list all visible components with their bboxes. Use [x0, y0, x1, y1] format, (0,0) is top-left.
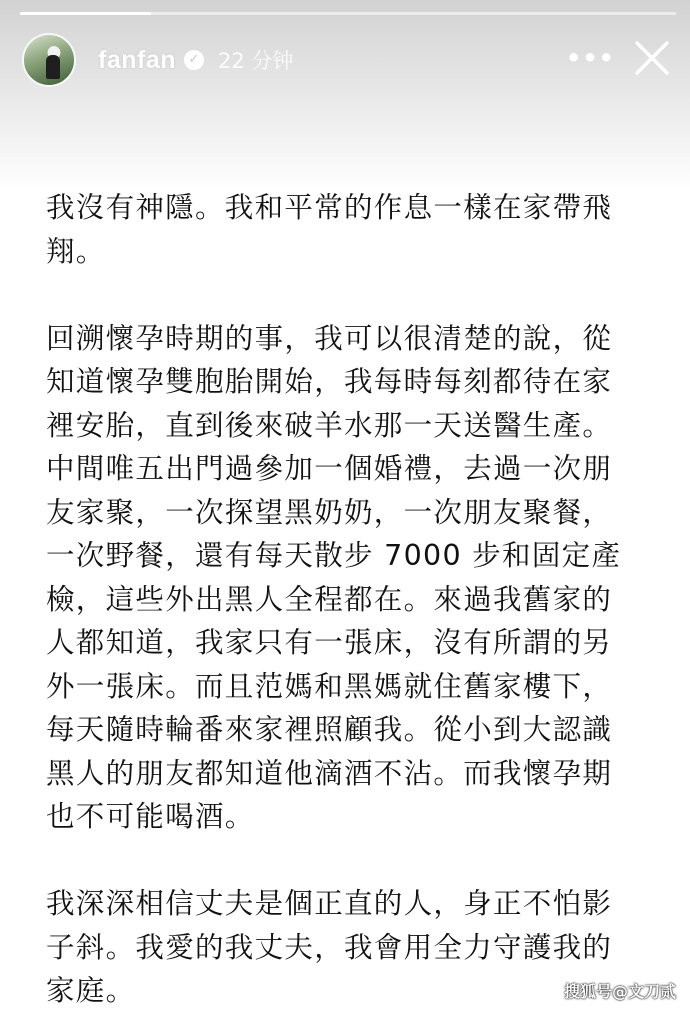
post-text: [46, 186, 656, 1014]
story-progress-bar: [20, 12, 676, 15]
story-header-gradient: [0, 0, 690, 190]
close-icon[interactable]: [632, 38, 672, 78]
avatar[interactable]: [22, 33, 76, 87]
story-header: [22, 32, 672, 88]
watermark: 搜狐号@文刀贰: [563, 982, 676, 1001]
post-paragraph-1: 我沒有神隱。我和平常的作息一樣在家帶飛 翔。: [46, 191, 613, 268]
post-timestamp: 22 分钟: [218, 49, 294, 73]
verified-badge-icon: ✓: [184, 50, 204, 70]
more-options-icon[interactable]: •••: [566, 44, 616, 72]
avatar-figure: [46, 55, 60, 79]
story-progress-fill: [20, 12, 151, 15]
post-paragraph-3: 我深深相信丈夫是個正直的人，身正不怕影 子斜。我愛的我丈夫，我會用全力守護我的 家庭。: [46, 887, 613, 1007]
post-paragraph-2: 回溯懷孕時期的事，我可以很清楚的說，從 知道懷孕雙胞胎開始，我每時每刻都待在家 裡安胎，直到後來破羊水那一天送醫生產。 中間唯五出門過參加一個婚禮，去過一次朋 友家聚，一次探望黑奶奶，一次朋友聚餐， 一次野餐，還有每天散步 7000 步和固定產 檢，這些外出黑人全程都在。來過我舊家的 人都知道，我家只有一張床，沒有所謂的另 外一張床。而且范媽和黑媽就住舊家樓下， 每天隨時輪番來家裡照顧我。從小到大認識 黑人的朋友都知道他滴酒不沾。而我懷孕期 也不可能喝酒。: [46, 321, 622, 833]
username[interactable]: fanfan: [98, 45, 176, 74]
